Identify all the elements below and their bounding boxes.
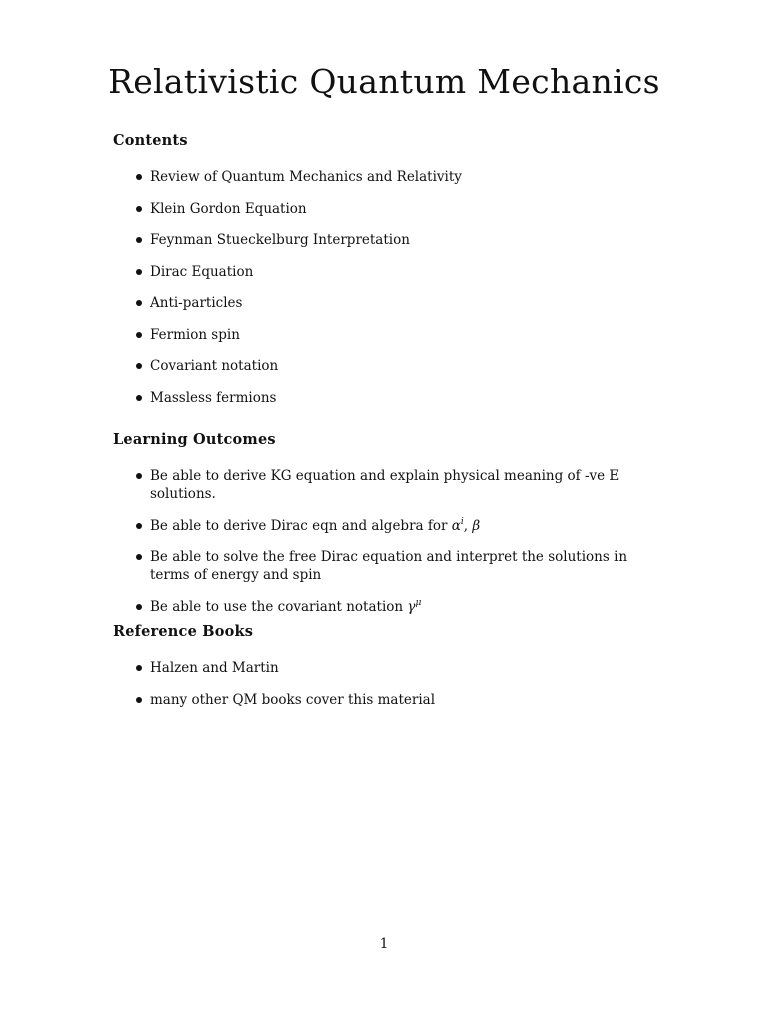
list-item: Anti-particles xyxy=(134,294,664,312)
reference-books-list xyxy=(134,659,664,722)
list-item: Massless fermions xyxy=(134,389,664,407)
contents-heading: Contents xyxy=(113,132,188,149)
bullet-icon xyxy=(136,300,142,306)
page-title: Relativistic Quantum Mechanics xyxy=(108,62,660,101)
gamma-superscript: μ xyxy=(415,597,422,608)
list-item: Feynman Stueckelburg Interpretation xyxy=(134,231,664,249)
learning-outcomes-list xyxy=(134,467,664,629)
list-item: Be able to derive Dirac eqn and algebra for $\alpha^i$, β xyxy=(134,517,664,535)
alpha-symbol: α xyxy=(451,517,461,534)
bullet-icon xyxy=(136,206,142,212)
math-separator: , xyxy=(463,517,473,534)
bullet-icon xyxy=(136,473,142,479)
contents-list xyxy=(134,168,664,420)
bullet-icon xyxy=(136,332,142,338)
bullet-icon xyxy=(136,363,142,369)
learning-outcomes-heading: Learning Outcomes xyxy=(113,431,276,448)
bullet-icon xyxy=(136,604,142,610)
list-item: Dirac Equation xyxy=(134,263,664,281)
list-item: Review of Quantum Mechanics and Relativity xyxy=(134,168,664,186)
alpha-superscript: i xyxy=(460,516,464,527)
bullet-icon xyxy=(136,174,142,180)
list-item: Be able to solve the free Dirac equation and interpret the solutions in terms of energy and spin xyxy=(134,548,664,584)
list-item: Halzen and Martin xyxy=(134,659,664,677)
page-number: 1 xyxy=(379,936,389,952)
bullet-icon xyxy=(136,269,142,275)
list-item: Be able to use the covariant notation $\gamma^\mu$ xyxy=(134,598,664,616)
bullet-icon xyxy=(136,554,142,560)
beta-symbol: β xyxy=(472,517,481,534)
bullet-icon xyxy=(136,395,142,401)
list-item: many other QM books cover this material xyxy=(134,691,664,709)
bullet-icon xyxy=(136,237,142,243)
gamma-symbol: γ xyxy=(407,598,416,615)
list-item: Be able to derive KG equation and explain physical meaning of -ve E solutions. xyxy=(134,467,664,503)
list-item: Klein Gordon Equation xyxy=(134,200,664,218)
reference-books-heading: Reference Books xyxy=(113,623,254,640)
list-item: Covariant notation xyxy=(134,357,664,375)
bullet-icon xyxy=(136,697,142,703)
list-item: Fermion spin xyxy=(134,326,664,344)
bullet-icon xyxy=(136,523,142,529)
bullet-icon xyxy=(136,665,142,671)
